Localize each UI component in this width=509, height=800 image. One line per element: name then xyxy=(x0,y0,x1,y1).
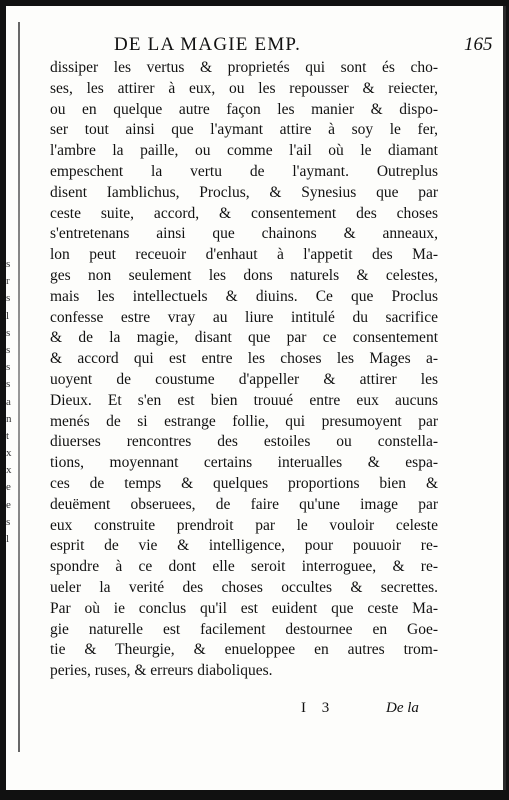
text-line: & accord qui est entre les choses les Mages a- xyxy=(50,350,438,368)
text-line: mais les intellectuels & diuins. Ce que Proclus xyxy=(50,287,438,305)
page-number: 165 xyxy=(464,34,493,55)
text-line: peries, ruses, & erreurs diaboliques. xyxy=(50,662,273,680)
text-line: Par où ie conclus qu'il est euident que ceste Ma- xyxy=(50,599,438,617)
text-line: ges non seulement les dons naturels & celestes, xyxy=(50,266,438,284)
margin-letter: n xyxy=(6,412,12,425)
text-line: Dieux. Et s'en est bien trouué entre eux aucuns xyxy=(50,391,438,409)
text-line: disent Iamblichus, Proclus, & Synesius que par xyxy=(50,183,438,201)
margin-letter: t xyxy=(6,429,10,442)
text-line: menés de si estrange follie, qui presumoyent par xyxy=(50,412,438,430)
margin-letter: s xyxy=(6,361,11,374)
text-line: deuëment obseruees, de faire qu'une image par xyxy=(50,495,438,513)
margin-letter: s xyxy=(6,378,11,391)
running-title: DE LA MAGIE EMP. xyxy=(114,34,302,55)
margin-letter: l xyxy=(6,533,10,545)
text-line: confesse estre vray au liure intitulé du sacrifice xyxy=(50,308,438,326)
margin-letter: s xyxy=(6,343,11,356)
text-line: spondre à ce dont elle seroit interroguee, & re- xyxy=(50,558,438,576)
margin-letter: x xyxy=(6,464,12,477)
text-line: diuerses rencontres des estoiles ou constella- xyxy=(50,433,438,451)
text-line: eux construite prendroit par le vouloir celeste xyxy=(50,516,438,534)
margin-letter: a xyxy=(6,395,11,408)
book-page xyxy=(6,6,506,790)
text-line: gie naturelle est facilement destournee en Goe- xyxy=(50,620,438,638)
margin-letter: x xyxy=(6,447,12,460)
text-line: ueler la verité des choses occultes & secrettes. xyxy=(50,578,438,596)
body-text xyxy=(50,58,438,682)
text-line: ceste suite, accord, & consentement des choses xyxy=(50,204,438,222)
text-line: ces de temps & quelques proportions bien & xyxy=(50,474,438,492)
text-line: tions, moyennant certains interualles & espa- xyxy=(50,454,438,472)
margin-letter: s xyxy=(6,515,11,528)
text-line: l'ambre la paille, ou comme l'ail où le diamant xyxy=(50,142,438,160)
margin-letter: l xyxy=(6,309,10,322)
margin-letter: s xyxy=(6,258,11,270)
text-line: ser tout ainsi que l'aymant attire à soy le fer, xyxy=(50,121,438,139)
text-line: uoyent de coustume d'appeller & attirer les xyxy=(50,370,438,388)
text-line: dissiper les vertus & proprietés qui sont és cho- xyxy=(50,59,438,76)
margin-letter: e xyxy=(6,481,11,494)
text-line: empeschent la vertu de l'aymant. Outreplus xyxy=(50,162,438,180)
margin-letter: r xyxy=(6,275,10,288)
text-line: s'entretenans ainsi que chainons & anneaux, xyxy=(50,225,438,243)
catchword: De la xyxy=(386,700,419,716)
text-line: & de la magie, disant que par ce consentement xyxy=(50,329,438,347)
margin-letter: s xyxy=(6,326,11,339)
facing-page-margin xyxy=(6,256,20,548)
margin-letter: e xyxy=(6,498,11,511)
text-line: esprit de vie & intelligence, pour pouuoir re- xyxy=(50,537,438,555)
signature-mark: I 3 xyxy=(301,700,336,716)
text-line: tie & Theurgie, & enueloppee en autres trom- xyxy=(50,641,438,659)
text-line: ou en quelque autre façon les manier & dispo- xyxy=(50,100,438,118)
margin-letter: s xyxy=(6,292,11,305)
text-line: ses, les attirer à eux, ou les repousser & reiecter, xyxy=(50,79,438,97)
text-line: lon peut receuoir d'enhaut à l'appetit des Ma- xyxy=(50,246,438,264)
